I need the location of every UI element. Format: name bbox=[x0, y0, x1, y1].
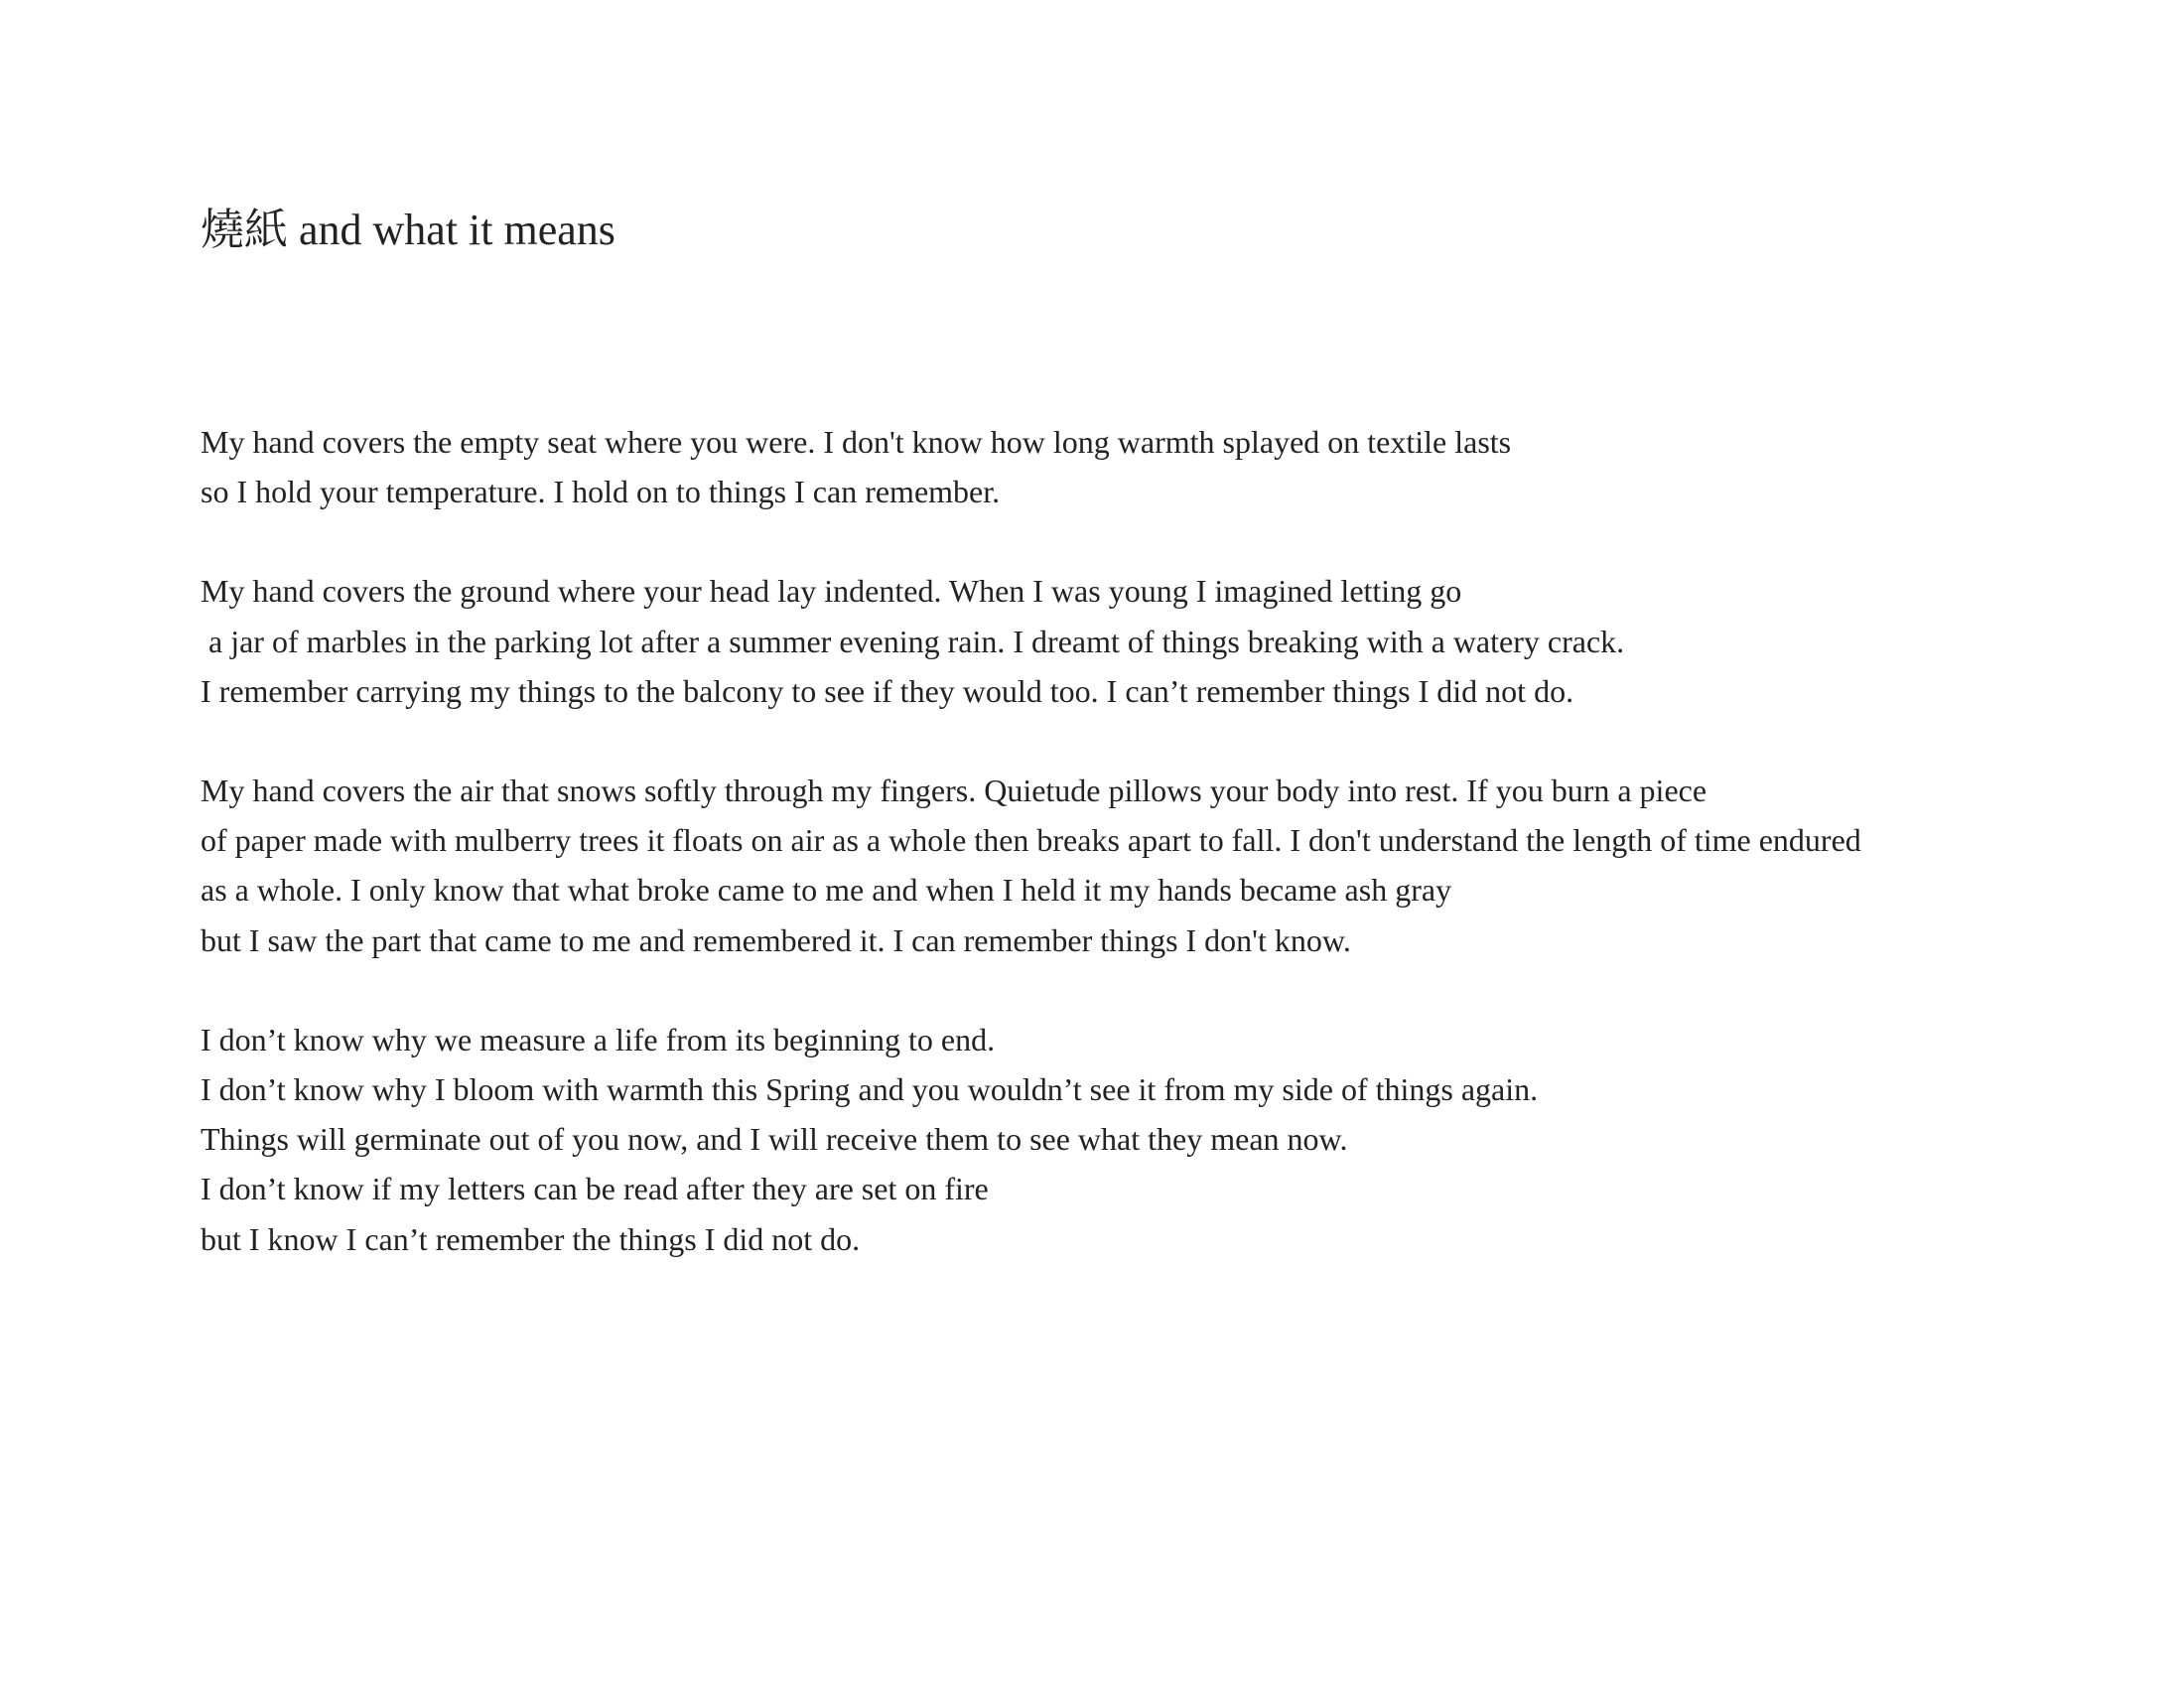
stanza-4 bbox=[201, 1015, 2087, 1264]
poem-line: I don’t know if my letters can be read after they are set on fire bbox=[201, 1171, 989, 1207]
poem-line: but I know I can’t remember the things I did not do. bbox=[201, 1220, 861, 1257]
poem-line: of paper made with mulberry trees it floats on air as a whole then breaks apart to fall. I don't understand the length of time endured bbox=[201, 822, 1861, 859]
poem-line: but I saw the part that came to me and remembered it. I can remember things I don't know. bbox=[201, 921, 1351, 958]
poem-line: My hand covers the air that snows softly through my fingers. Quietude pillows your body into rest. If you burn a piece bbox=[201, 773, 1707, 809]
stanza-1 bbox=[201, 417, 2087, 516]
poem-line: a jar of marbles in the parking lot after a summer evening rain. I dreamt of things breaking with a watery crack. bbox=[201, 623, 1625, 659]
stanza-2 bbox=[201, 566, 2087, 716]
poem-line: I don’t know why we measure a life from its beginning to end. bbox=[201, 1021, 996, 1057]
poem-line: so I hold your temperature. I hold on to things I can remember. bbox=[201, 474, 1001, 510]
poem-line: I don’t know why I bloom with warmth this Spring and you wouldn’t see it from my side of things again. bbox=[201, 1071, 1539, 1108]
stanza-3 bbox=[201, 766, 2087, 965]
poem-line: as a whole. I only know that what broke came to me and when I held it my hands became ash gray bbox=[201, 872, 1452, 909]
poem-title: 燒紙 and what it means bbox=[201, 206, 615, 254]
poem-line: Things will germinate out of you now, and I will receive them to see what they mean now. bbox=[201, 1121, 1348, 1158]
poem-line: My hand covers the ground where your head lay indented. When I was young I imagined letting go bbox=[201, 573, 1462, 610]
poem-line: My hand covers the empty seat where you were. I don't know how long warmth splayed on textile lasts bbox=[201, 424, 1512, 460]
poem-body bbox=[201, 417, 2087, 1314]
poem-line: I remember carrying my things to the balcony to see if they would too. I can’t remember things I did not do. bbox=[201, 672, 1574, 709]
